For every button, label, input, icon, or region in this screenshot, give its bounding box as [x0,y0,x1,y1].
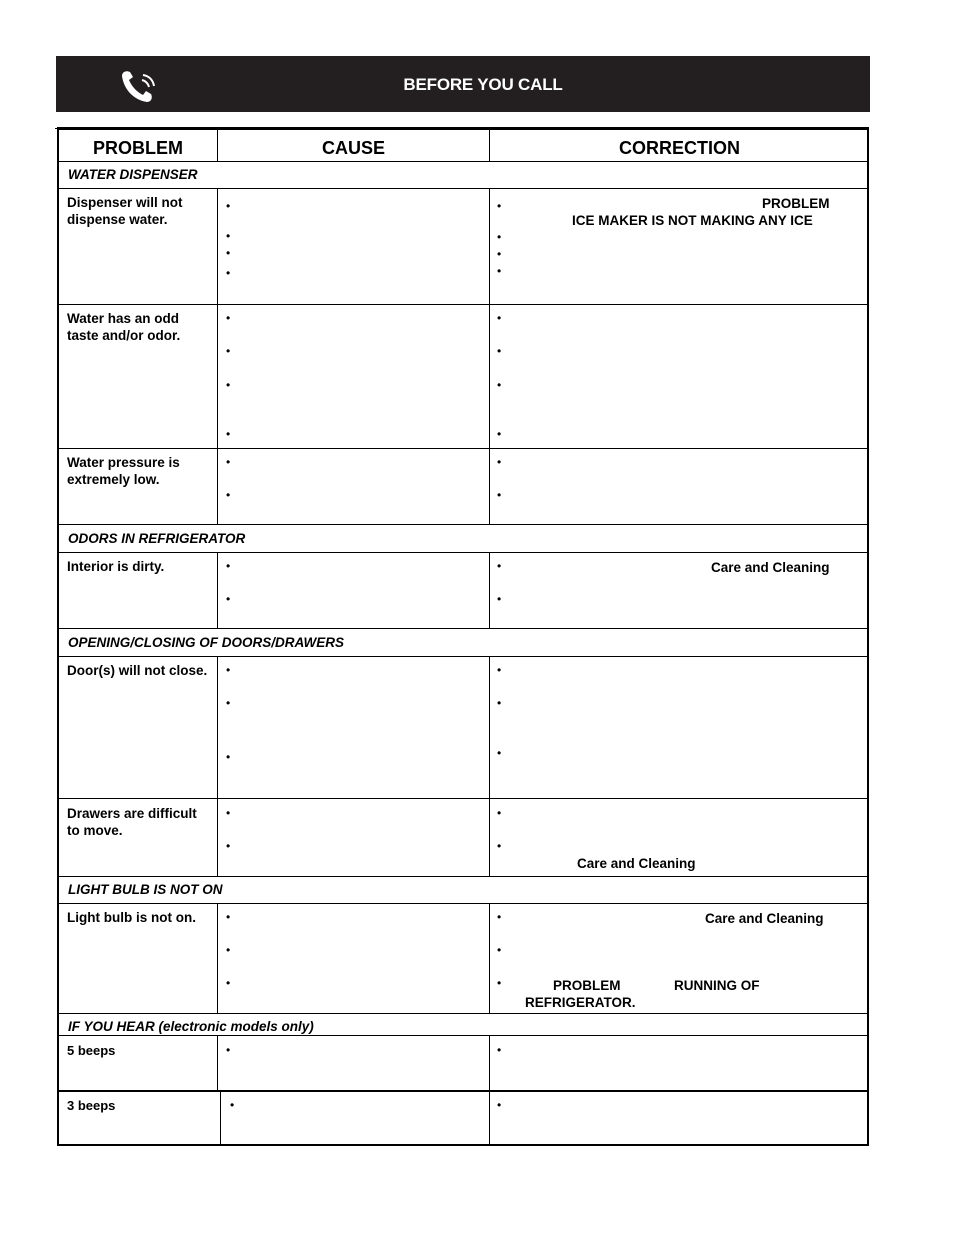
correction-bullet: • [497,264,502,278]
rule [489,188,490,524]
correction-bullet: • [497,746,502,760]
ref-care-cleaning: Care and Cleaning [711,560,830,575]
correction-bullet: • [497,455,502,469]
problem-door-close: Door(s) will not close. [67,663,208,678]
section-doors-drawers: OPENING/CLOSING OF DOORS/DRAWERS [68,635,345,650]
cause-bullet: • [226,696,231,710]
correction-bullet: • [497,910,502,924]
correction-bullet: • [497,488,502,502]
correction-bullet: • [497,943,502,957]
rule [59,304,867,305]
rule [59,1090,867,1092]
rule [489,903,490,1013]
rule [59,628,867,629]
rule [217,656,218,876]
rule [59,903,867,904]
rule [59,524,867,525]
rule [59,552,867,553]
correction-bullet: • [497,247,502,261]
correction-bullet: • [497,592,502,606]
problem-light-bulb: Light bulb is not on. [67,910,196,925]
rule [217,1035,218,1090]
correction-bullet: • [497,1098,502,1112]
cause-bullet: • [226,246,231,260]
cause-bullet: • [226,1043,231,1057]
cause-bullet: • [226,266,231,280]
cause-bullet: • [226,427,231,441]
rule [217,188,218,524]
correction-bullet: • [497,839,502,853]
cause-bullet: • [226,839,231,853]
rule [59,1013,867,1014]
cause-bullet: • [226,455,231,469]
rule [59,798,867,799]
cause-bullet: • [226,976,231,990]
correction-bullet: • [497,230,502,244]
correction-bullet: • [497,1043,502,1057]
correction-bullet: • [497,344,502,358]
correction-bullet: • [497,311,502,325]
rule [217,552,218,628]
cause-bullet: • [226,750,231,764]
section-if-you-hear: IF YOU HEAR (electronic models only) [68,1019,314,1034]
troubleshooting-table [57,127,869,1146]
correction-bullet: • [497,976,502,990]
ref-running-of: RUNNING OF [674,978,760,993]
ref-problem: PROBLEM [762,196,830,211]
cause-bullet: • [226,943,231,957]
correction-bullet: • [497,696,502,710]
cause-bullet: • [230,1098,235,1112]
rule [217,903,218,1013]
problem-dispenser: Dispenser will not dispense water. [67,195,183,227]
cause-bullet: • [226,378,231,392]
rule [489,1092,490,1146]
cause-bullet: • [226,229,231,243]
cause-bullet: • [226,488,231,502]
column-header-problem: PROBLEM [93,138,183,158]
rule [489,1035,490,1090]
ref-ice-maker: ICE MAKER IS NOT MAKING ANY ICE [572,213,813,228]
rule [59,448,867,449]
correction-bullet: • [497,663,502,677]
correction-bullet: • [497,559,502,573]
section-water-dispenser: WATER DISPENSER [68,167,198,182]
rule [489,552,490,628]
cause-bullet: • [226,663,231,677]
ref-problem: PROBLEM [553,978,621,993]
problem-3-beeps: 3 beeps [67,1098,116,1113]
problem-water-pressure: Water pressure is extremely low. [67,455,180,487]
problem-taste-odor: Water has an odd taste and/or odor. [67,311,181,343]
cause-bullet: • [226,559,231,573]
rule [59,188,867,189]
column-header-correction: CORRECTION [619,138,740,158]
cause-bullet: • [226,344,231,358]
cause-bullet: • [226,592,231,606]
rule [59,656,867,657]
rule [220,1092,221,1146]
correction-bullet: • [497,427,502,441]
section-light-bulb: LIGHT BULB IS NOT ON [68,882,223,897]
correction-bullet: • [497,806,502,820]
cause-bullet: • [226,806,231,820]
column-header-cause: CAUSE [321,138,385,158]
section-odors: ODORS IN REFRIGERATOR [68,531,246,546]
problem-interior-dirty: Interior is dirty. [67,559,165,574]
problem-drawers: Drawers are difficult to move. [67,806,197,838]
rule [59,1035,867,1036]
ref-care-cleaning: Care and Cleaning [577,856,696,871]
problem-5-beeps: 5 beeps [67,1043,116,1058]
correction-bullet: • [497,199,502,213]
rule [489,656,490,876]
correction-bullet: • [497,378,502,392]
cause-bullet: • [226,199,231,213]
cause-bullet: • [226,910,231,924]
ref-care-cleaning: Care and Cleaning [705,911,824,926]
cause-bullet: • [226,311,231,325]
page-title: BEFORE YOU CALL [403,75,563,94]
page-header [56,56,870,112]
ref-refrigerator: REFRIGERATOR. [525,995,636,1010]
rule [59,876,867,877]
